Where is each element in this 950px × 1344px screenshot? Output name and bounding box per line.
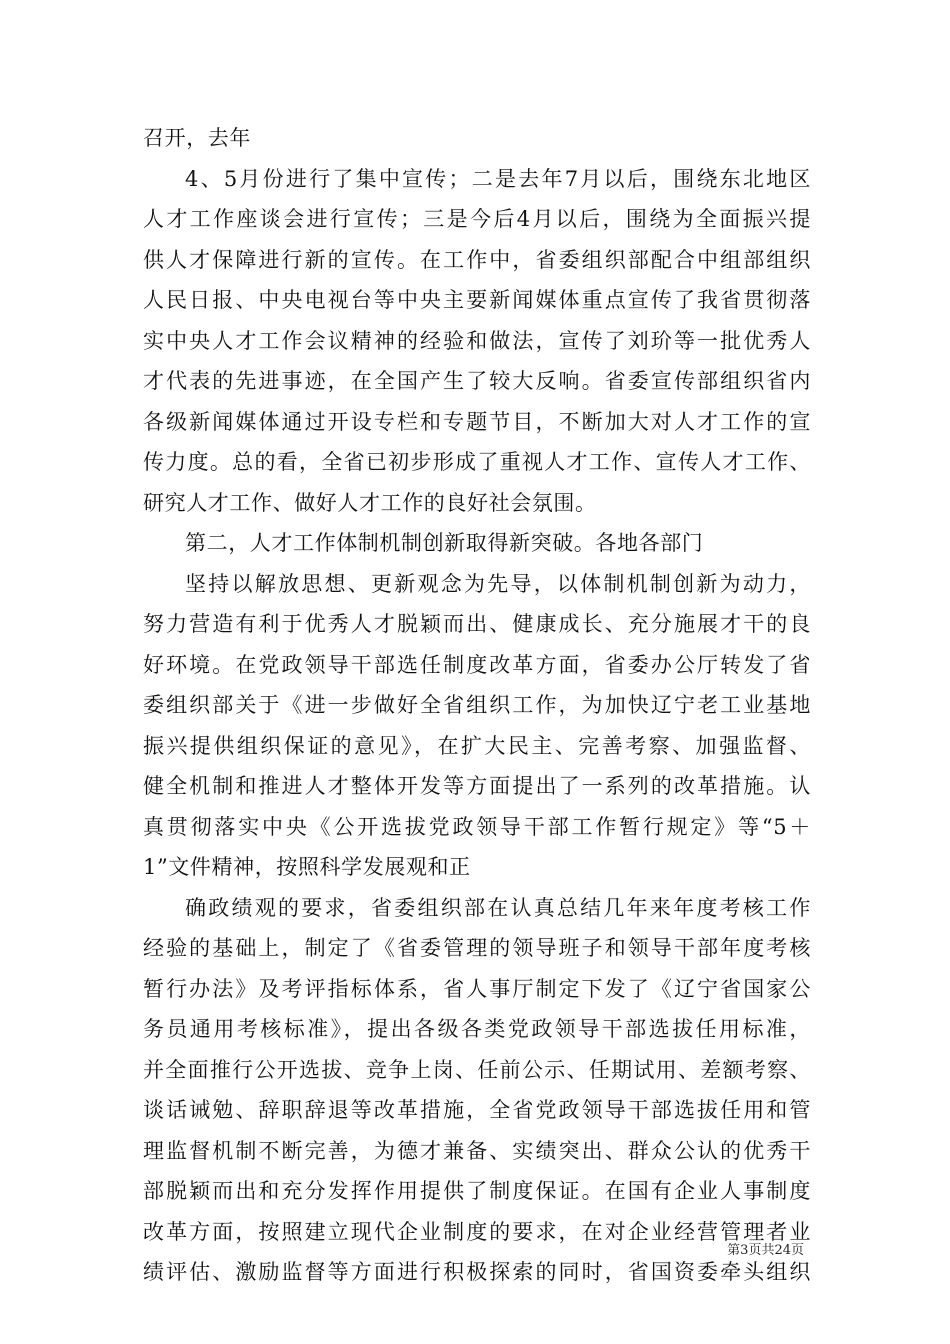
text-line: 振兴提供组织保证的意见》，在扩大民主、完善考察、加强监督、 — [143, 733, 811, 758]
text-line: 4、5月份进行了集中宣传；二是去年7月以后，围绕东北地区 — [185, 166, 811, 191]
text-line: 研究人才工作、做好人才工作的良好社会氛围。 — [143, 490, 597, 515]
page-number: 第3页共24页 — [727, 1243, 804, 1258]
text-line: 部脱颖而出和充分发挥作用提供了制度保证。在国有企业人事制度 — [143, 1179, 811, 1203]
text-line: 召开，去年 — [143, 126, 251, 150]
text-line: 暂行办法》及考评指标体系，省人事厅制定下发了《辽宁省国家公 — [143, 976, 811, 1001]
text-line: 绩评估、激励监督等方面进行积极探索的同时，省国资委牵头组织 — [143, 1260, 811, 1284]
document-body — [143, 118, 811, 1293]
text-line: 供人才保障进行新的宣传。在工作中，省委组织部配合中组部组织 — [143, 247, 811, 272]
text-line: 理监督机制不断完善，为德才兼备、实绩突出、群众公认的优秀干 — [143, 1138, 811, 1163]
text-line: 确政绩观的要求，省委组织部在认真总结几年来年度考核工作 — [185, 895, 811, 920]
text-line: 努力营造有利于优秀人才脱颖而出、健康成长、充分施展才干的良 — [143, 612, 811, 636]
text-line: 真贯彻落实中央《公开选拔党政领导干部工作暂行规定》等“5＋ — [143, 814, 811, 839]
text-line: 务员通用考核标准》，提出各级各类党政领导干部选拔任用标准， — [143, 1017, 811, 1041]
text-line: 坚持以解放思想、更新观念为先导，以体制机制创新为动力， — [185, 571, 811, 596]
text-line: 人才工作座谈会进行宣传；三是今后4月以后，围绕为全面振兴提 — [143, 207, 811, 231]
text-line: 各级新闻媒体通过开设专栏和专题节目，不断加大对人才工作的宣 — [143, 409, 811, 434]
text-line: 改革方面，按照建立现代企业制度的要求，在对企业经营管理者业 — [143, 1219, 811, 1244]
text-line: 谈话诫勉、辞职辞退等改革措施，全省党政领导干部选拔任用和管 — [143, 1098, 811, 1122]
text-line: 实中央人才工作会议精神的经验和做法，宣传了刘玠等一批优秀人 — [143, 328, 811, 353]
text-line: 才代表的先进事迹，在全国产生了较大反响。省委宣传部组织省内 — [143, 369, 811, 393]
text-line: 健全机制和推进人才整体开发等方面提出了一系列的改革措施。认 — [143, 774, 811, 798]
text-line: 并全面推行公开选拔、竞争上岗、任前公示、任期试用、差额考察、 — [143, 1057, 811, 1082]
text-line: 好环境。在党政领导干部选任制度改革方面，省委办公厅转发了省 — [143, 652, 811, 677]
text-line: 人民日报、中央电视台等中央主要新闻媒体重点宣传了我省贯彻落 — [143, 288, 811, 312]
text-line: 传力度。总的看，全省已初步形成了重视人才工作、宣传人才工作、 — [143, 450, 811, 474]
text-line: 第二，人才工作体制机制创新取得新突破。各地各部门 — [185, 531, 704, 555]
text-line: 委组织部关于《进一步做好全省组织工作，为加快辽宁老工业基地 — [143, 693, 811, 717]
text-line: 经验的基础上，制定了《省委管理的领导班子和领导干部年度考核 — [143, 936, 811, 960]
text-line: 1”文件精神，按照科学发展观和正 — [143, 855, 471, 879]
